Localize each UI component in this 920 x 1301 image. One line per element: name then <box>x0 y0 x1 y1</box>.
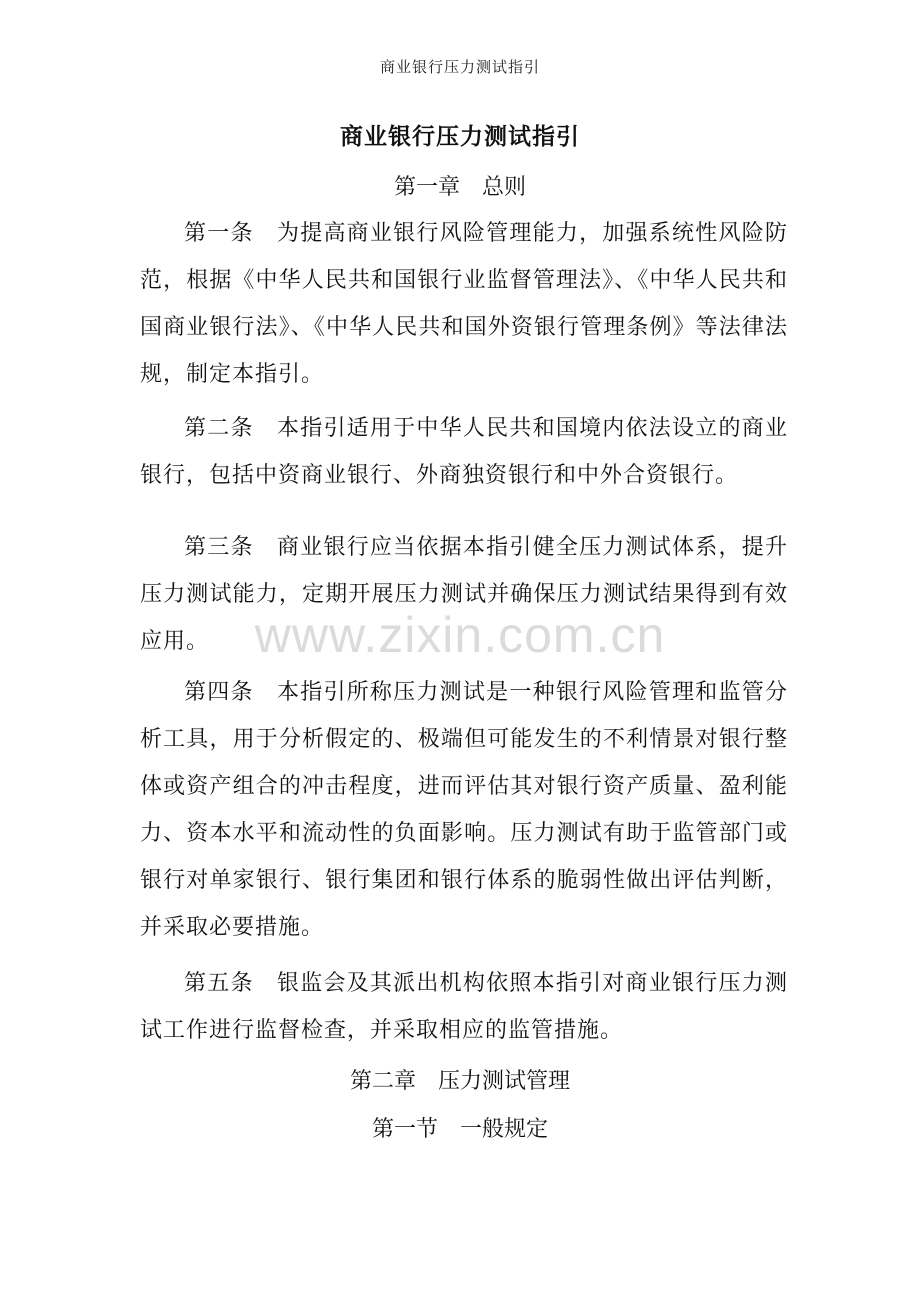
section-heading-1: 第一节 一般规定 <box>371 1117 548 1142</box>
article-3-text: 商业银行应当依据本指引健全压力测试体系，提升压力测试能力，定期开展压力测试并确保压力测试结果得到有效应用。 <box>140 535 788 654</box>
article-4-label: 第四条 <box>184 680 277 705</box>
article-2 <box>140 405 788 499</box>
article-3 <box>140 524 788 665</box>
article-1 <box>140 210 788 398</box>
article-1-label: 第一条 <box>184 221 277 246</box>
article-2-label: 第二条 <box>184 416 277 441</box>
article-5 <box>140 960 788 1054</box>
document-title: 商业银行压力测试指引 <box>340 123 580 150</box>
article-2-text: 本指引适用于中华人民共和国境内依法设立的商业银行，包括中资商业银行、外商独资银行和中外合资银行。 <box>140 416 788 488</box>
article-5-text: 银监会及其派出机构依照本指引对商业银行压力测试工作进行监督检查，并采取相应的监管措施。 <box>140 971 788 1043</box>
article-1-text: 为提高商业银行风险管理能力，加强系统性风险防范，根据《中华人民共和国银行业监督管理法》、《中华人民共和国商业银行法》、《中华人民共和国外资银行管理条例》等法律法规，制定本指引。 <box>140 221 788 387</box>
running-header: 商业银行压力测试指引 <box>379 58 540 76</box>
article-5-label: 第五条 <box>184 971 277 996</box>
article-4 <box>140 669 788 951</box>
chapter-heading-1: 第一章 总则 <box>393 175 526 200</box>
chapter-heading-2: 第二章 压力测试管理 <box>349 1069 570 1094</box>
watermark: www.zixin.com.cn <box>254 607 666 663</box>
article-4-text: 本指引所称压力测试是一种银行风险管理和监管分析工具，用于分析假定的、极端但可能发生的不利情景对银行整体或资产组合的冲击程度，进而评估其对银行资产质量、盈利能力、资本水平和流动性的负面影响。压力测试有助于监管部门或银行对单家银行、银行集团和银行体系的脆弱性做出评估判断，并采取必要措施。 <box>140 680 788 940</box>
article-3-label: 第三条 <box>184 535 277 560</box>
